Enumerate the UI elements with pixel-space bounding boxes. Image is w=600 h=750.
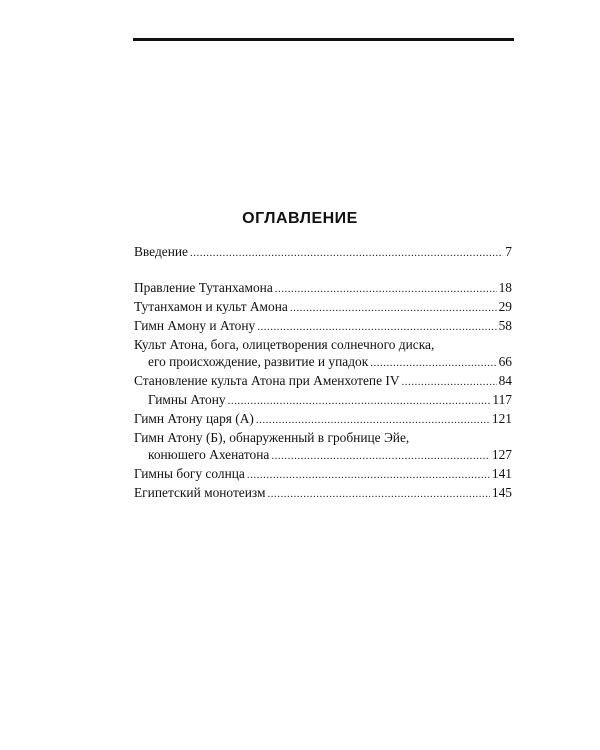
toc-leader-dots [275, 281, 497, 298]
toc-entry-text: Гимн Атону царя (А) [134, 411, 254, 426]
toc-leader-dots [370, 355, 496, 372]
toc-entry-text: Правление Тутанхамона [134, 280, 273, 295]
toc-entry-text: Тутанхамон и культ Амона [134, 299, 288, 314]
toc-entry-aten-cult-establishment[interactable] [134, 372, 512, 391]
toc-entry-tutankhamun-reign[interactable] [134, 279, 512, 298]
toc-leader-dots [402, 374, 497, 391]
toc-entry-text: Гимны Атону [148, 392, 226, 407]
toc-entry-introduction[interactable] [134, 243, 512, 262]
toc-leader-dots [256, 412, 490, 429]
table-of-contents [134, 243, 512, 503]
toc-leader-dots [228, 393, 491, 410]
toc-entry-text: Введение [134, 244, 188, 259]
toc-entry-text: Гимны богу солнца [134, 466, 245, 481]
toc-entry-king-hymn-a[interactable] [134, 410, 512, 429]
toc-entry-egyptian-monotheism[interactable] [134, 484, 512, 503]
toc-entry-text: Гимн Амону и Атону [134, 318, 256, 333]
toc-leader-dots [267, 486, 489, 503]
toc-entry-hymns-aten[interactable] [134, 391, 512, 410]
toc-entry-text: Становление культа Атона при Аменхотепе IV [134, 373, 400, 388]
header-rule [133, 38, 514, 41]
toc-entry-page: 66 [498, 354, 512, 369]
toc-entry-hymn-amun-aten[interactable] [134, 317, 512, 336]
toc-entry-page: 121 [491, 411, 512, 426]
toc-leader-dots [257, 319, 496, 336]
toc-entry-text: его происхождение, развитие и упадок [148, 354, 369, 369]
toc-entry-text: конюшего Ахенатона [148, 447, 270, 462]
toc-leader-dots [190, 245, 503, 262]
toc-entry-text: Египетский монотеизм [134, 485, 266, 500]
toc-entry-page: 29 [498, 299, 512, 314]
toc-entry-page: 84 [498, 373, 512, 388]
toc-entry-hymn-b-ay-tomb[interactable] [134, 446, 512, 465]
toc-leader-dots [247, 467, 490, 484]
toc-entry-first-line[interactable]: Гимн Атону (Б), обнаруженный в гробнице Эйе, [134, 430, 410, 445]
toc-entry-page: 18 [498, 280, 512, 295]
toc-entry-sun-god-hymns[interactable] [134, 465, 512, 484]
toc-entry-page: 7 [505, 244, 512, 259]
toc-leader-dots [290, 300, 497, 317]
toc-entry-page: 141 [491, 466, 512, 481]
toc-entry-page: 58 [498, 318, 512, 333]
toc-entry-page: 145 [491, 485, 512, 500]
toc-leader-dots [271, 448, 490, 465]
toc-entry-tutankhamun-amun-cult[interactable] [134, 298, 512, 317]
toc-entry-page: 117 [492, 392, 512, 407]
toc-entry-aten-cult[interactable] [134, 353, 512, 372]
toc-entry-page: 127 [491, 447, 512, 462]
toc-entry-first-line[interactable]: Культ Атона, бога, олицетворения солнечного диска, [134, 337, 435, 352]
page-title: ОГЛАВЛЕНИЕ [242, 210, 358, 227]
